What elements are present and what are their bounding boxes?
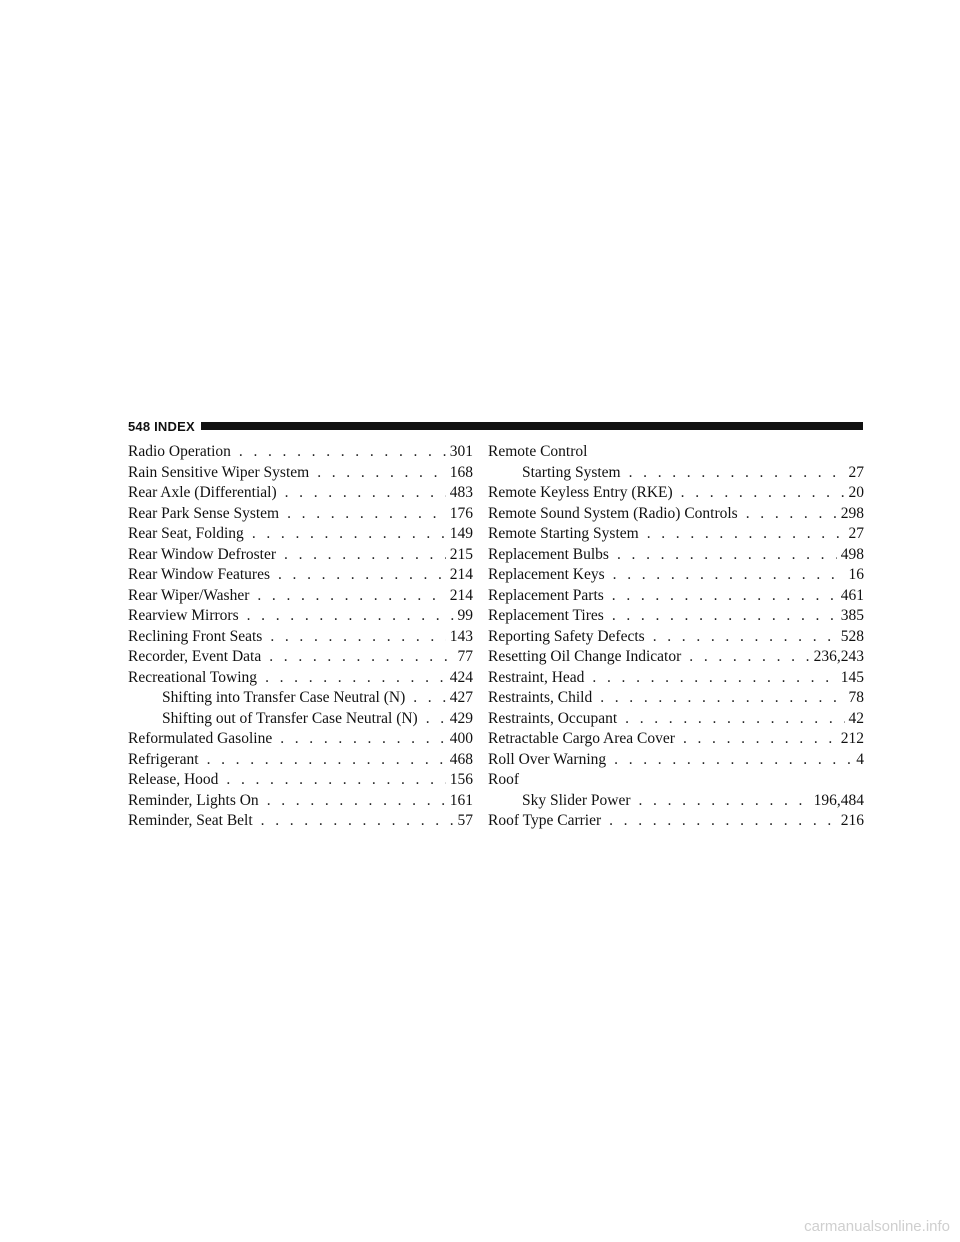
index-entry — [128, 811, 473, 832]
index-entry — [488, 647, 864, 668]
index-subentry — [488, 791, 864, 812]
watermark: carmanualsonline.info — [804, 1218, 950, 1235]
dot-leader — [612, 606, 837, 627]
dot-leader — [625, 709, 844, 730]
entry-page-number: 427 — [449, 689, 473, 706]
entry-label: Rearview Mirrors — [128, 607, 239, 624]
dot-leader — [746, 504, 837, 525]
index-entry — [128, 668, 473, 689]
entry-page-number: 301 — [449, 443, 473, 460]
entry-page-number: 483 — [449, 484, 473, 501]
index-entry — [488, 729, 864, 750]
page-header — [128, 418, 863, 434]
index-entry — [488, 668, 864, 689]
dot-leader — [681, 483, 845, 504]
dot-leader — [317, 463, 446, 484]
entry-page-number: 400 — [449, 730, 473, 747]
entry-label: Rear Window Features — [128, 566, 270, 583]
index-entry — [128, 545, 473, 566]
dot-leader — [647, 524, 845, 545]
dot-leader — [613, 565, 845, 586]
entry-label: Restraints, Child — [488, 689, 593, 706]
index-entry — [128, 770, 473, 791]
entry-page-number: 145 — [840, 668, 864, 686]
entry-label: Release, Hood — [128, 771, 219, 788]
entry-label: Replacement Keys — [488, 566, 605, 583]
entry-label: Roof Type Carrier — [488, 812, 602, 829]
dot-leader — [252, 524, 446, 545]
entry-label: Shifting into Transfer Case Neutral (N) — [162, 689, 406, 706]
entry-page-number: 424 — [449, 668, 473, 686]
index-subentry — [128, 709, 473, 730]
index-column-left — [128, 442, 473, 832]
dot-leader — [609, 811, 837, 832]
entry-label: Remote Sound System (Radio) Controls — [488, 504, 738, 522]
index-entry — [128, 791, 473, 812]
index-entry — [128, 565, 473, 586]
entry-page-number: 214 — [449, 586, 473, 604]
entry-page-number: 461 — [840, 586, 864, 604]
entry-label: Rear Axle (Differential) — [128, 484, 277, 501]
entry-label: Restraint, Head — [488, 668, 585, 686]
index-entry — [128, 586, 473, 607]
dot-leader — [683, 729, 837, 750]
entry-label: Replacement Tires — [488, 607, 604, 624]
entry-page-number: 16 — [848, 566, 864, 583]
entry-page-number: 143 — [449, 627, 473, 645]
dot-leader — [639, 791, 810, 812]
header-rule — [201, 422, 863, 430]
entry-page-number: 429 — [449, 709, 473, 727]
index-subentry — [488, 463, 864, 484]
index-column-right — [488, 442, 864, 832]
entry-label: Reporting Safety Defects — [488, 627, 645, 645]
dot-leader — [247, 606, 454, 627]
entry-label: Roll Over Warning — [488, 750, 607, 768]
dot-leader — [267, 791, 446, 812]
entry-label: Reclining Front Seats — [128, 627, 263, 645]
dot-leader — [287, 504, 446, 525]
entry-page-number: 196,484 — [813, 791, 864, 809]
index-entry — [128, 442, 473, 463]
dot-leader — [614, 750, 852, 771]
index-entry — [488, 750, 864, 771]
dot-leader — [617, 545, 837, 566]
entry-page-number: 156 — [449, 771, 473, 788]
entry-label: Remote Starting System — [488, 525, 639, 542]
dot-leader — [629, 463, 845, 484]
entry-page-number: 161 — [449, 791, 473, 809]
entry-label: Recreational Towing — [128, 668, 258, 686]
entry-label: Refrigerant — [128, 750, 199, 768]
entry-page-number: 468 — [449, 750, 473, 768]
dot-leader — [207, 750, 446, 771]
entry-label: Remote Control — [488, 443, 588, 460]
dot-leader — [265, 668, 446, 689]
dot-leader — [600, 688, 844, 709]
index-entry — [128, 750, 473, 771]
entry-label: Radio Operation — [128, 443, 231, 460]
index-entry — [128, 483, 473, 504]
dot-leader — [261, 811, 454, 832]
entry-page-number: 57 — [457, 812, 473, 829]
index-entry — [128, 463, 473, 484]
entry-page-number: 20 — [848, 484, 864, 501]
index-entry — [488, 545, 864, 566]
index-entry — [488, 565, 864, 586]
entry-label: Replacement Bulbs — [488, 545, 609, 563]
entry-label: Rain Sensitive Wiper System — [128, 463, 310, 481]
index-entry — [488, 483, 864, 504]
entry-page-number: 168 — [449, 463, 473, 481]
dot-leader — [592, 668, 836, 689]
entry-page-number: 216 — [840, 812, 864, 829]
entry-page-number: 212 — [840, 730, 864, 747]
dot-leader — [280, 729, 446, 750]
dot-leader — [284, 545, 446, 566]
entry-page-number: 78 — [848, 689, 864, 706]
entry-label: Restraints, Occupant — [488, 709, 618, 727]
entry-page-number: 298 — [840, 504, 864, 522]
entry-label: Shifting out of Transfer Case Neutral (N) — [162, 709, 418, 727]
index-entry — [128, 627, 473, 648]
index-entry — [128, 524, 473, 545]
dot-leader — [285, 483, 446, 504]
entry-label: Replacement Parts — [488, 586, 604, 604]
index-entry — [488, 688, 864, 709]
entry-label: Roof — [488, 771, 519, 788]
index-entry — [488, 442, 864, 463]
entry-label: Remote Keyless Entry (RKE) — [488, 484, 673, 501]
entry-page-number: 27 — [848, 463, 864, 481]
entry-page-number: 77 — [457, 648, 473, 665]
dot-leader — [612, 586, 837, 607]
index-entry — [128, 729, 473, 750]
dot-leader — [257, 586, 445, 607]
page-number: 548 — [128, 418, 151, 434]
entry-page-number: 27 — [848, 525, 864, 542]
entry-page-number: 99 — [457, 607, 473, 624]
entry-label: Starting System — [522, 463, 621, 481]
index-subentry — [128, 688, 473, 709]
page-number-section — [128, 419, 195, 434]
index-entry — [488, 586, 864, 607]
dot-leader — [653, 627, 837, 648]
index-entry — [128, 606, 473, 627]
dot-leader — [413, 688, 446, 709]
entry-page-number: 236,243 — [813, 648, 864, 665]
entry-label: Resetting Oil Change Indicator — [488, 648, 682, 665]
index-entry — [128, 647, 473, 668]
index-entry — [488, 709, 864, 730]
entry-label: Recorder, Event Data — [128, 648, 262, 665]
entry-page-number: 385 — [840, 607, 864, 624]
index-entry — [488, 524, 864, 545]
entry-page-number: 214 — [449, 566, 473, 583]
index-entry — [488, 811, 864, 832]
entry-label: Reminder, Seat Belt — [128, 812, 253, 829]
entry-label: Reformulated Gasoline — [128, 730, 273, 747]
entry-label: Rear Park Sense System — [128, 504, 280, 522]
entry-page-number: 176 — [449, 504, 473, 522]
dot-leader — [269, 647, 453, 668]
index-entry — [488, 504, 864, 525]
entry-page-number: 149 — [449, 525, 473, 542]
index-entry — [488, 627, 864, 648]
entry-label: Rear Window Defroster — [128, 545, 277, 563]
entry-page-number: 42 — [848, 709, 864, 727]
entry-page-number: 498 — [840, 545, 864, 563]
dot-leader — [270, 627, 445, 648]
entry-label: Reminder, Lights On — [128, 791, 259, 809]
index-entry — [128, 504, 473, 525]
entry-page-number: 215 — [449, 545, 473, 563]
entry-label: Retractable Cargo Area Cover — [488, 730, 675, 747]
dot-leader — [426, 709, 446, 730]
entry-page-number: 4 — [856, 750, 864, 768]
dot-leader — [278, 565, 446, 586]
entry-page-number: 528 — [840, 627, 864, 645]
entry-label: Rear Seat, Folding — [128, 525, 244, 542]
entry-label: Rear Wiper/Washer — [128, 586, 250, 604]
section-title: INDEX — [154, 418, 195, 434]
dot-leader — [239, 442, 446, 463]
dot-leader — [689, 647, 809, 668]
index-entry — [488, 770, 864, 791]
dot-leader — [226, 770, 445, 791]
index-entry — [488, 606, 864, 627]
entry-label: Sky Slider Power — [522, 791, 631, 809]
